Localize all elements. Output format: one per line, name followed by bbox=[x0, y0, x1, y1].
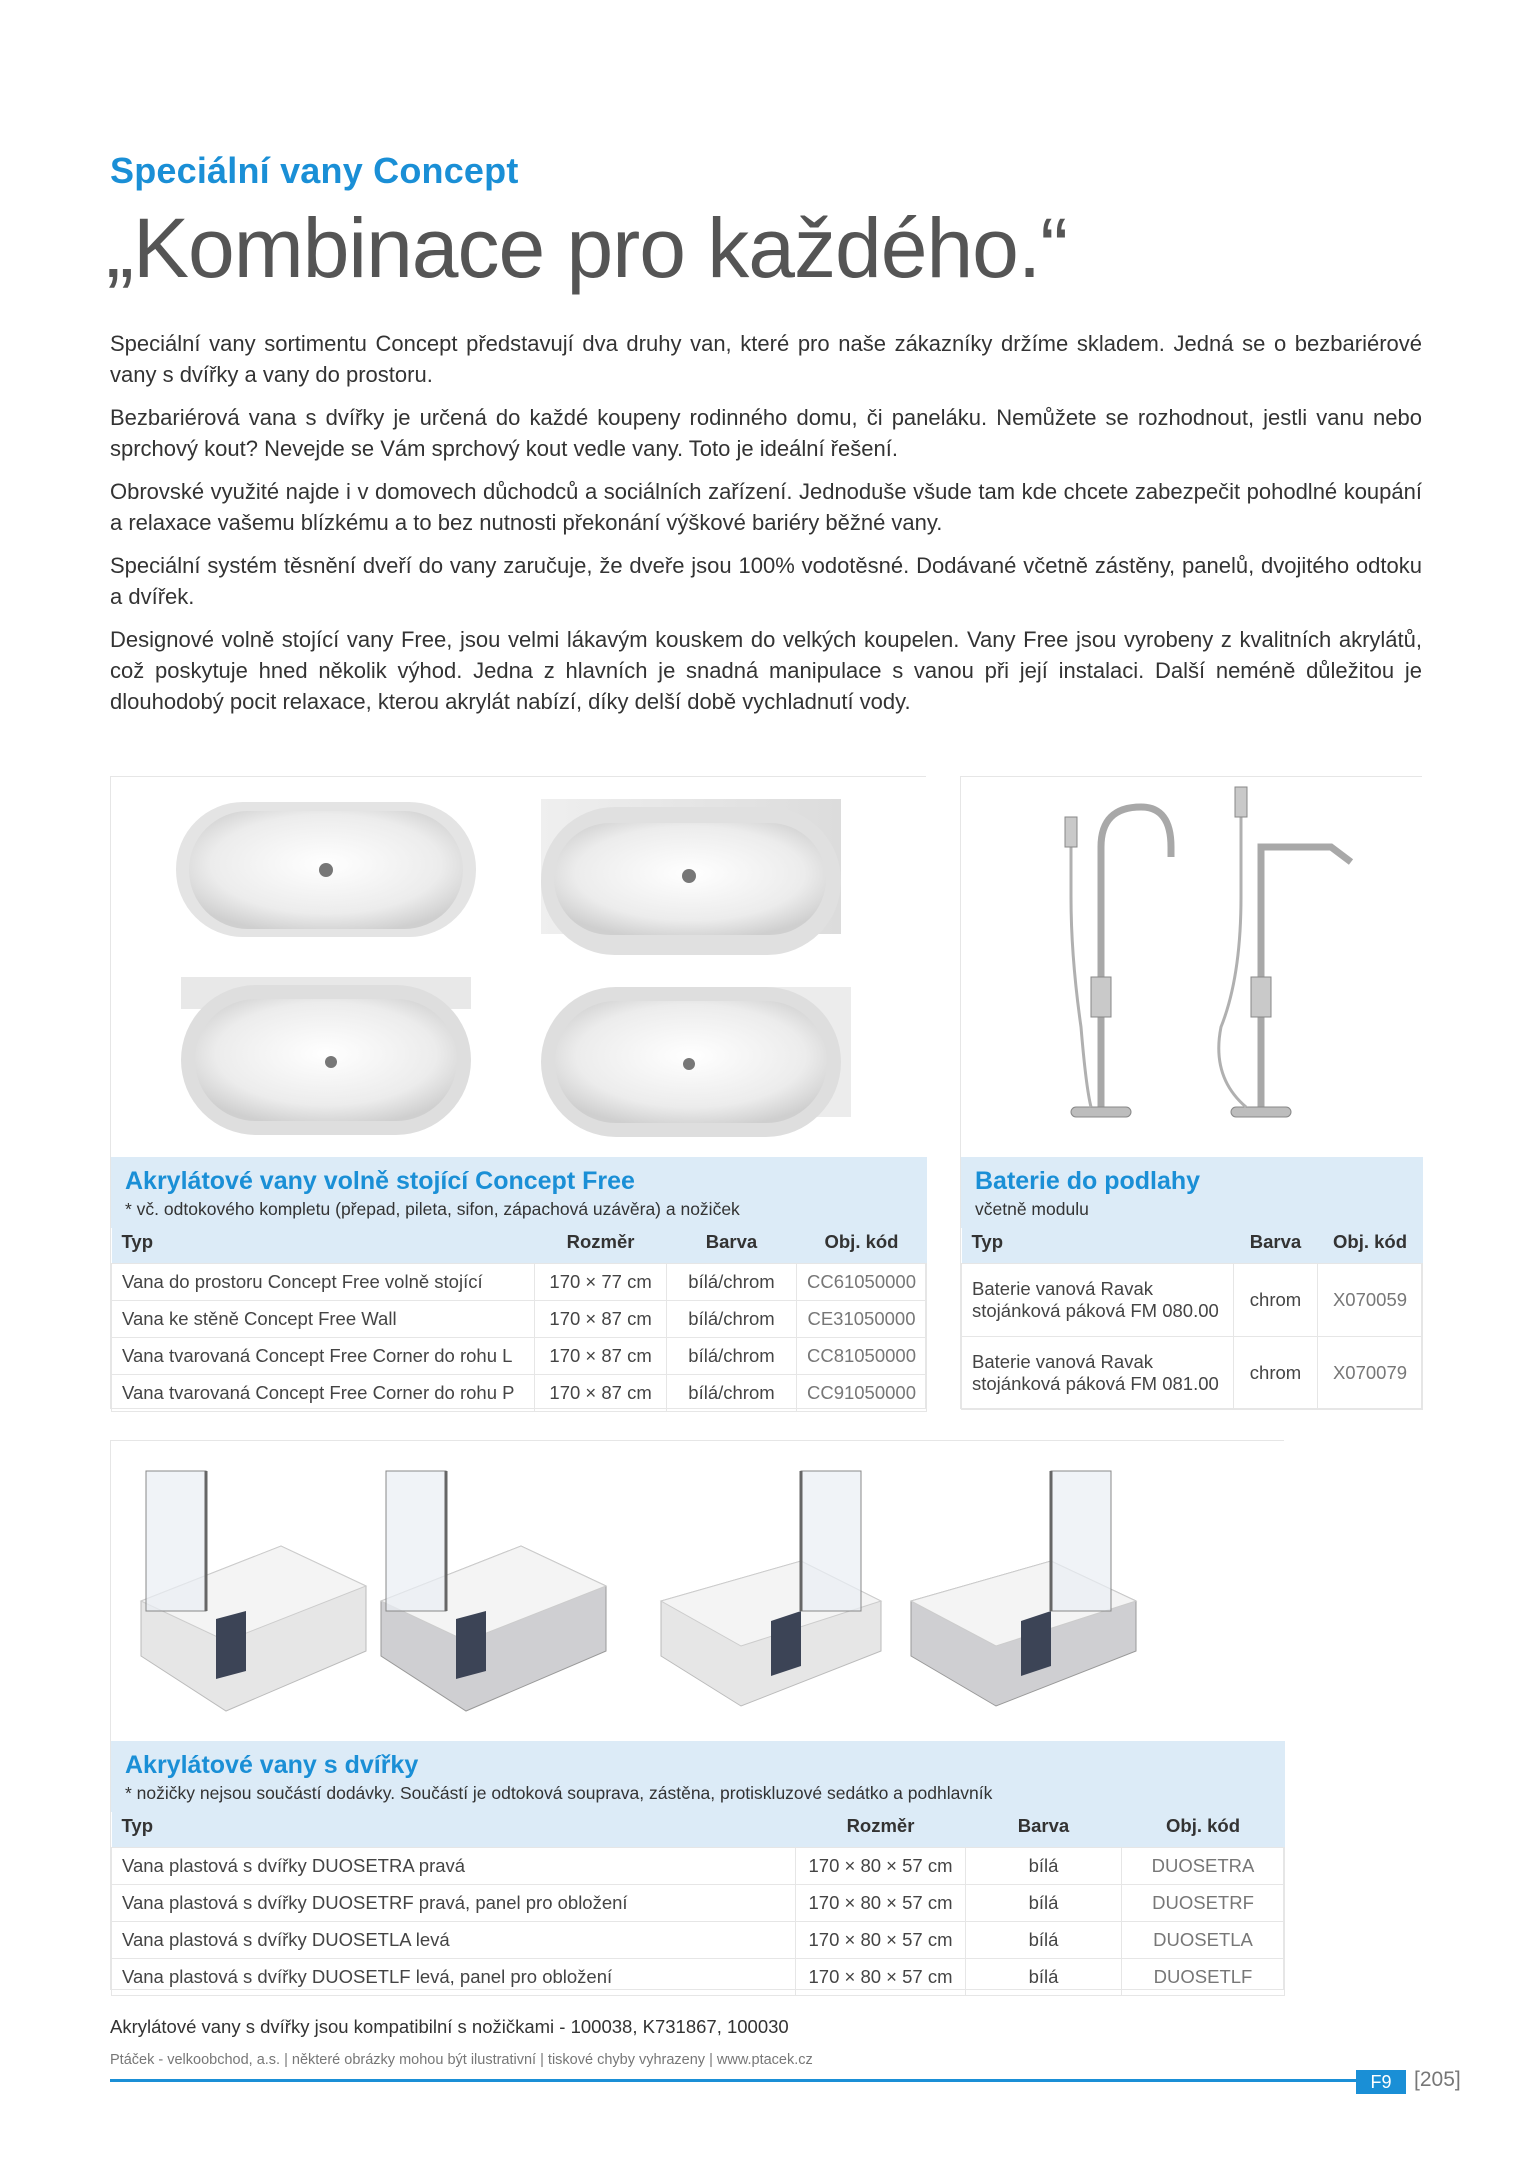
cell-color: bílá/chrom bbox=[667, 1375, 797, 1412]
cell-type: Vana tvarovaná Concept Free Corner do rohu L bbox=[112, 1338, 535, 1375]
cell-type: Vana ke stěně Concept Free Wall bbox=[112, 1301, 535, 1338]
faucet-note: včetně modulu bbox=[975, 1199, 1089, 1219]
col-type: Typ bbox=[112, 1223, 535, 1264]
door-bathtubs-photo bbox=[111, 1441, 1285, 1741]
bathtub-duosetla bbox=[661, 1471, 881, 1706]
faucet-title: Baterie do podlahy bbox=[975, 1167, 1201, 1195]
cell-type: Vana plastová s dvířky DUOSETRF pravá, panel pro obložení bbox=[112, 1885, 796, 1922]
cell-code: DUOSETLA bbox=[1122, 1922, 1285, 1959]
cell-size: 170 × 77 cm bbox=[535, 1264, 667, 1301]
cell-type: Vana tvarovaná Concept Free Corner do rohu P bbox=[112, 1375, 535, 1412]
cell-size: 170 × 87 cm bbox=[535, 1375, 667, 1412]
cell-code: DUOSETRA bbox=[1122, 1848, 1285, 1885]
col-code: Obj. kód bbox=[1318, 1223, 1423, 1264]
door-bathtubs-title: Akrylátové vany s dvířky bbox=[125, 1751, 419, 1779]
cell-size: 170 × 87 cm bbox=[535, 1301, 667, 1338]
cell-type: Baterie vanová Ravak stojánková páková FM 081.00 bbox=[962, 1337, 1234, 1410]
page-number: [205] bbox=[1414, 2068, 1461, 2091]
table-row bbox=[962, 1337, 1423, 1410]
col-size: Rozměr bbox=[796, 1807, 966, 1848]
footer-rule bbox=[110, 2079, 1356, 2082]
table-row bbox=[112, 1375, 927, 1412]
cell-type: Vana plastová s dvířky DUOSETRA pravá bbox=[112, 1848, 796, 1885]
bathtub-duosetrf bbox=[381, 1471, 606, 1711]
faucet-card bbox=[960, 776, 1422, 1409]
intro-paragraph: Designové volně stojící vany Free, jsou velmi lákavým kouskem do velkých koupelen. Vany Free jsou vyrobeny z kvalitních akrylátů, což poskytuje hned několik výhod. Jedna z hlavních je snadná manipulace s vanou při její instalaci. Další neméně důležitou je dlouhodobý pocit relaxace, kterou akrylát nabízí, díky delší době vychladnutí vody. bbox=[110, 627, 1422, 714]
table-row bbox=[112, 1922, 1285, 1959]
col-size: Rozměr bbox=[535, 1223, 667, 1264]
compatibility-note: Akrylátové vany s dvířky jsou kompatibilní s nožičkami - 100038, K731867, 100030 bbox=[110, 2016, 789, 2037]
cell-code: DUOSETRF bbox=[1122, 1885, 1285, 1922]
free-bathtubs-note: * vč. odtokového kompletu (přepad, pileta, sifon, zápachová uzávěra) a nožiček bbox=[125, 1199, 740, 1219]
cell-size: 170 × 80 × 57 cm bbox=[796, 1848, 966, 1885]
table-row bbox=[962, 1264, 1423, 1337]
cell-color: bílá/chrom bbox=[667, 1338, 797, 1375]
cell-code: X070059 bbox=[1318, 1264, 1423, 1337]
free-bathtubs-photo bbox=[111, 777, 927, 1157]
intro-paragraph: Bezbariérová vana s dvířky je určená do každé koupeny rodinného domu, či paneláku. Nemůžete se rozhodnout, jestli vanu nebo sprchový kout? Nevejde se Vám sprchový kout vedle vany. Toto je ideální řešení. bbox=[110, 405, 1422, 461]
table-row bbox=[112, 1301, 927, 1338]
col-type: Typ bbox=[962, 1223, 1234, 1264]
free-bathtubs-title: Akrylátové vany volně stojící Concept Free bbox=[125, 1167, 635, 1195]
table-row bbox=[112, 1885, 1285, 1922]
col-code: Obj. kód bbox=[1122, 1807, 1285, 1848]
cell-code: DUOSETLF bbox=[1122, 1959, 1285, 1996]
col-color: Barva bbox=[1234, 1223, 1318, 1264]
cell-type: Baterie vanová Ravak stojánková páková FM 080.00 bbox=[962, 1264, 1234, 1337]
free-bathtubs-table bbox=[111, 1223, 927, 1412]
table-header-row bbox=[962, 1223, 1423, 1264]
door-bathtubs-header bbox=[111, 1741, 1285, 1812]
door-bathtubs-note: * nožičky nejsou součástí dodávky. Součástí je odtoková souprava, zástěna, protiskluzové sedátko a podhlavník bbox=[125, 1783, 993, 1803]
table-row bbox=[112, 1959, 1285, 1996]
door-bathtub-illustration bbox=[111, 1441, 1285, 1741]
cell-color: chrom bbox=[1234, 1337, 1318, 1410]
cell-size: 170 × 80 × 57 cm bbox=[796, 1959, 966, 1996]
col-color: Barva bbox=[966, 1807, 1122, 1848]
table-header-row bbox=[112, 1223, 927, 1264]
table-row bbox=[112, 1848, 1285, 1885]
faucet-header bbox=[961, 1157, 1423, 1228]
faucet-fm080 bbox=[1065, 807, 1171, 1117]
table-header-row bbox=[112, 1807, 1285, 1848]
col-code: Obj. kód bbox=[796, 1223, 926, 1264]
section-subtitle: Speciální vany Concept bbox=[110, 150, 519, 191]
cell-type: Vana do prostoru Concept Free volně stojící bbox=[112, 1264, 535, 1301]
table-row bbox=[112, 1264, 927, 1301]
cell-size: 170 × 80 × 57 cm bbox=[796, 1885, 966, 1922]
cell-color: bílá bbox=[966, 1848, 1122, 1885]
bathtub-illustration bbox=[111, 777, 927, 1157]
cell-code: CC81050000 bbox=[796, 1338, 926, 1375]
free-bathtubs-card bbox=[110, 776, 926, 1409]
page-title: „Kombinace pro každého.“ bbox=[106, 201, 1068, 295]
door-bathtubs-card bbox=[110, 1440, 1284, 1990]
cell-type: Vana plastová s dvířky DUOSETLF levá, panel pro obložení bbox=[112, 1959, 796, 1996]
cell-code: CC61050000 bbox=[796, 1264, 926, 1301]
faucet-photo bbox=[961, 777, 1423, 1157]
bathtub-duosetra bbox=[141, 1471, 366, 1711]
cell-color: bílá bbox=[966, 1922, 1122, 1959]
faucet-illustration bbox=[961, 777, 1423, 1157]
table-row bbox=[112, 1338, 927, 1375]
cell-size: 170 × 80 × 57 cm bbox=[796, 1922, 966, 1959]
intro-paragraph: Obrovské využité najde i v domovech důchodců a sociálních zařízení. Jednoduše všude tam kde chcete zabezpečit pohodlné koupání a relaxace vašemu blízkému a to bez nutnosti překonání výškové bariéry běžné vany. bbox=[110, 479, 1422, 535]
cell-code: X070079 bbox=[1318, 1337, 1423, 1410]
cell-color: bílá bbox=[966, 1885, 1122, 1922]
cell-code: CE31050000 bbox=[796, 1301, 926, 1338]
col-type: Typ bbox=[112, 1807, 796, 1848]
cell-color: chrom bbox=[1234, 1264, 1318, 1337]
door-bathtubs-table bbox=[111, 1807, 1285, 1996]
faucet-table bbox=[961, 1223, 1423, 1410]
cell-type: Vana plastová s dvířky DUOSETLA levá bbox=[112, 1922, 796, 1959]
free-bathtubs-header bbox=[111, 1157, 927, 1228]
intro-paragraph: Speciální vany sortimentu Concept představují dva druhy van, které pro naše zákazníky držíme skladem. Jedná se o bezbariérové vany s dvířky a vany do prostoru. bbox=[110, 331, 1422, 387]
section-badge: F9 bbox=[1356, 2070, 1406, 2094]
bathtub-duosetlf bbox=[911, 1471, 1136, 1706]
cell-color: bílá/chrom bbox=[667, 1301, 797, 1338]
cell-code: CC91050000 bbox=[796, 1375, 926, 1412]
cell-size: 170 × 87 cm bbox=[535, 1338, 667, 1375]
col-color: Barva bbox=[667, 1223, 797, 1264]
cell-color: bílá bbox=[966, 1959, 1122, 1996]
cell-color: bílá/chrom bbox=[667, 1264, 797, 1301]
intro-text bbox=[110, 328, 1422, 729]
faucet-fm081 bbox=[1219, 787, 1351, 1117]
footer-text: Ptáček - velkoobchod, a.s. | některé obrázky mohou být ilustrativní | tiskové chyby vyhrazeny | www.ptacek.cz bbox=[110, 2052, 813, 2068]
intro-paragraph: Speciální systém těsnění dveří do vany zaručuje, že dveře jsou 100% vodotěsné. Dodávané včetně zástěny, panelů, dvojitého odtoku a dvířek. bbox=[110, 553, 1422, 609]
